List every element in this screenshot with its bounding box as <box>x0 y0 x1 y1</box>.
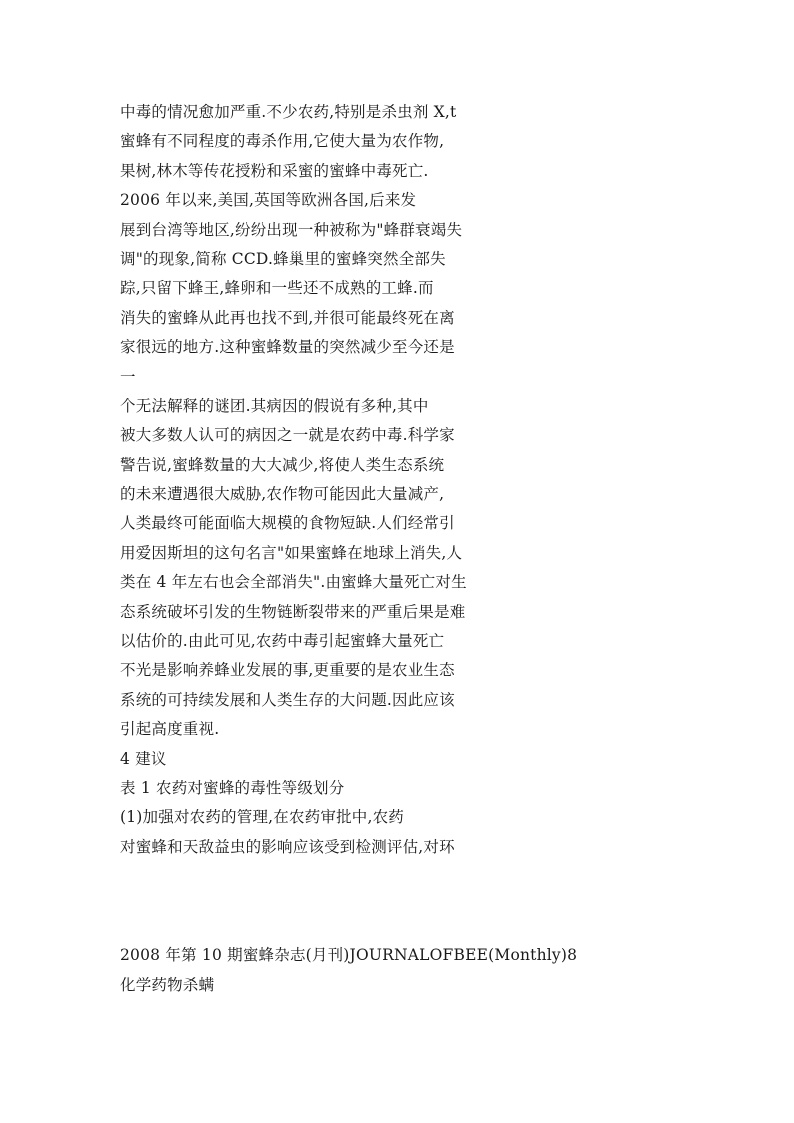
text-line: 中毒的情况愈加严重.不少农药,特别是杀虫剂 X,t <box>120 103 457 121</box>
text-line: 被大多数人认可的病因之一就是农药中毒.科学家 <box>120 426 455 445</box>
text-line: (1)加强对农药的管理,在农药审批中,农药 <box>120 808 405 827</box>
text-line: 一 <box>120 367 136 386</box>
text-line: 系统的可持续发展和人类生存的大问题.因此应该 <box>120 690 455 709</box>
text-line: 对蜜蜂和天敌益虫的影响应该受到检测评估,对环 <box>120 837 455 856</box>
text-line: 以估价的.由此可见,农药中毒引起蜜蜂大量死亡 <box>120 632 445 651</box>
text-line: 家很远的地方.这种蜜蜂数量的突然减少至今还是 <box>120 338 455 357</box>
text-line: 踪,只留下蜂王,蜂卵和一些还不成熟的工蜂.而 <box>120 279 434 298</box>
journal-footer <box>120 941 580 1000</box>
continuation-text: 化学药物杀螨 <box>120 975 215 994</box>
text-line: 消失的蜜蜂从此再也找不到,并很可能最终死在离 <box>120 308 455 327</box>
section-heading: 4 建议 <box>120 749 167 768</box>
text-line: 不光是影响养蜂业发展的事,更重要的是农业生态 <box>120 661 455 680</box>
text-line: 蜜蜂有不同程度的毒杀作用,它使大量为农作物, <box>120 132 445 151</box>
text-line: 警告说,蜜蜂数量的大大减少,将使人类生态系统 <box>120 455 445 474</box>
article-body <box>120 98 540 862</box>
text-line: 调"的现象,简称 CCD.蜂巢里的蜜蜂突然全部失 <box>120 249 446 268</box>
text-line: 的未来遭遇很大威胁,农作物可能因此大量减产, <box>120 485 445 504</box>
text-line: 态系统破坏引发的生物链断裂带来的严重后果是难 <box>120 602 466 621</box>
text-line: 果树,林木等传花授粉和采蜜的蜜蜂中毒死亡. <box>120 161 429 180</box>
text-line: 展到台湾等地区,纷纷出现一种被称为"蜂群衰竭失 <box>120 220 463 239</box>
text-line: 个无法解释的谜团.其病因的假说有多种,其中 <box>120 396 429 415</box>
journal-info: 2008 年第 10 期蜜蜂杂志(月刊)JOURNALOFBEE(Monthly)8 <box>120 946 578 964</box>
text-line: 用爱因斯坦的这句名言"如果蜜蜂在地球上消失,人 <box>120 543 463 562</box>
text-line: 引起高度重视. <box>120 720 220 739</box>
table-caption: 表 1 农药对蜜蜂的毒性等级划分 <box>120 778 345 797</box>
text-line: 2006 年以来,美国,英国等欧洲各国,后来发 <box>120 191 417 210</box>
text-line: 人类最终可能面临大规模的食物短缺.人们经常引 <box>120 514 455 533</box>
text-line: 类在 4 年左右也会全部消失".由蜜蜂大量死亡对生 <box>120 573 467 592</box>
